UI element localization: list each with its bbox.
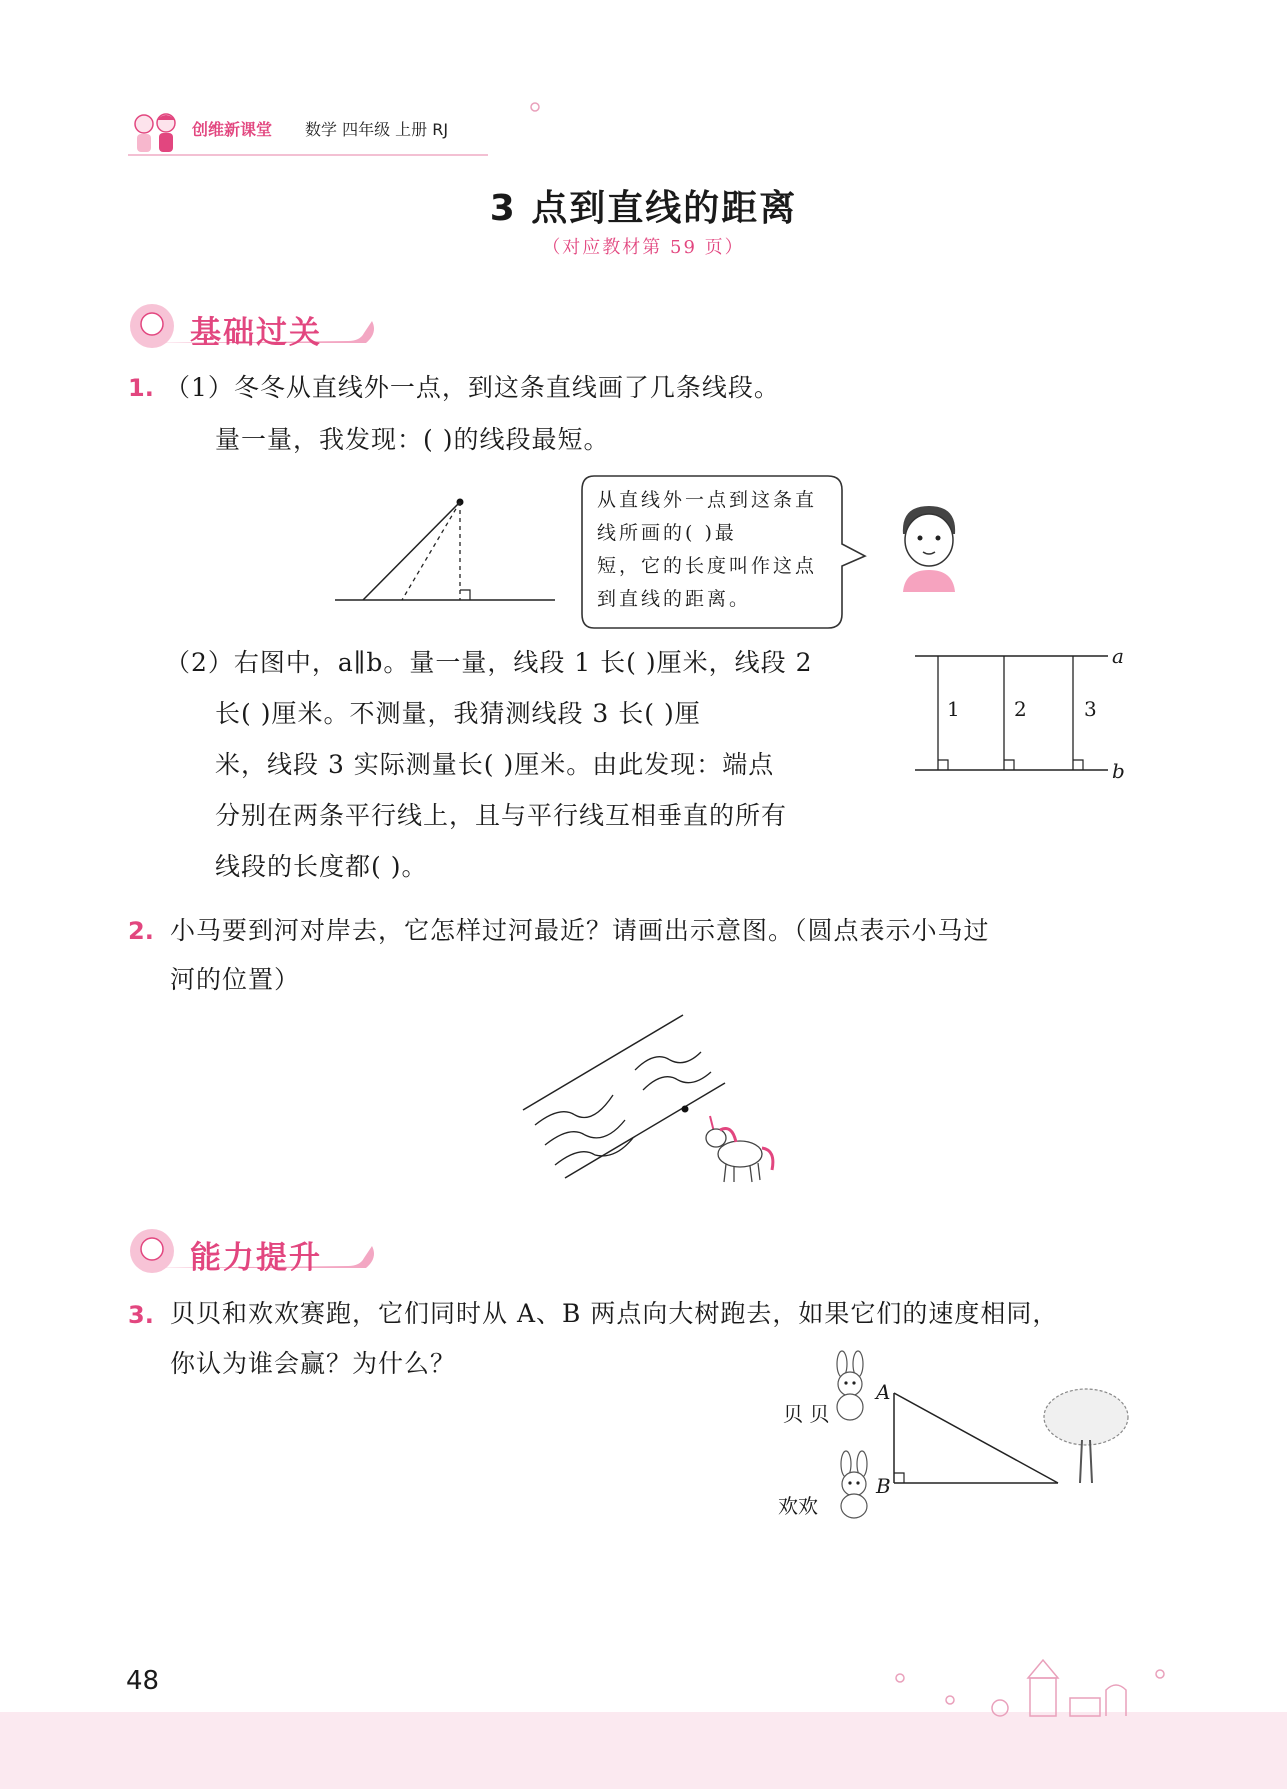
section-banner-advanced bbox=[128, 1228, 378, 1274]
question-number-2: 2. bbox=[128, 917, 154, 945]
q1-part2-line5: 线段的长度都( )。 bbox=[215, 852, 428, 881]
bubble-line: 从直线外一点到这条直 bbox=[597, 489, 818, 511]
label-a: a bbox=[1112, 644, 1124, 668]
section-title-advanced: 能力提升 bbox=[190, 1240, 322, 1276]
q3-line1: 贝贝和欢欢赛跑，它们同时从 A、B 两点向大树跑去，如果它们的速度相同， bbox=[170, 1299, 1059, 1328]
huanhuan-label: 欢欢 bbox=[778, 1494, 818, 1518]
page-number: 48 bbox=[126, 1666, 160, 1696]
section-banner-basic bbox=[128, 303, 378, 349]
q1-part2-line2: 长( )厘米。不测量，我猜测线段 3 长( )厘 bbox=[215, 699, 701, 728]
q1-part2-line1: （2）右图中，a∥b。量一量，线段 1 长( )厘米，线段 2 bbox=[165, 648, 813, 677]
label-seg3: 3 bbox=[1084, 697, 1097, 721]
q1-part1-line2: 量一量，我发现：( )的线段最短。 bbox=[215, 425, 610, 454]
q1-part2-line4: 分别在两条平行线上，且与平行线互相垂直的所有 bbox=[215, 801, 788, 830]
point-b-label: B bbox=[876, 1474, 891, 1498]
castle-decoration-icon bbox=[890, 1650, 1180, 1718]
bubble-line: 到直线的距离。 bbox=[597, 588, 752, 610]
q2-line2: 河的位置） bbox=[170, 965, 301, 994]
point-a-label: A bbox=[876, 1380, 891, 1404]
label-seg1: 1 bbox=[947, 697, 960, 721]
rabbit-huanhuan-icon bbox=[830, 1450, 878, 1520]
q1-segments-figure bbox=[330, 490, 560, 605]
label-b: b bbox=[1112, 759, 1125, 783]
boy-character-icon bbox=[895, 500, 965, 592]
book-info: 数学 四年级 上册 RJ bbox=[305, 120, 449, 139]
lesson-title: 3 点到直线的距离 bbox=[489, 188, 798, 229]
lesson-reference: （对应教材第 59 页） bbox=[542, 237, 745, 258]
question-number-1: 1. bbox=[128, 374, 154, 402]
rabbit-beibei-icon bbox=[825, 1350, 875, 1422]
q2-line1: 小马要到河对岸去，它怎样过河最近？请画出示意图。（圆点表示小马过 bbox=[170, 916, 990, 945]
parallel-lines-figure bbox=[910, 644, 1110, 774]
header-divider bbox=[128, 154, 488, 156]
brand-name: 创维新课堂 bbox=[192, 120, 273, 139]
horse-position-dot bbox=[682, 1106, 689, 1113]
q1-part1-line1: （1）冬冬从直线外一点，到这条直线画了几条线段。 bbox=[165, 373, 780, 402]
beibei-label: 贝 贝 bbox=[783, 1402, 830, 1426]
tree-icon bbox=[1040, 1385, 1132, 1485]
question-number-3: 3. bbox=[128, 1301, 154, 1329]
flower-icon bbox=[527, 100, 543, 114]
section-title-basic: 基础过关 bbox=[190, 315, 322, 351]
q3-line2: 你认为谁会赢？为什么？ bbox=[170, 1349, 457, 1378]
label-seg2: 2 bbox=[1014, 697, 1027, 721]
header-mascots-icon bbox=[128, 112, 188, 156]
bubble-line: 线所画的( )最 bbox=[597, 522, 737, 544]
footer-band bbox=[0, 1712, 1287, 1789]
unicorn-icon bbox=[690, 1108, 780, 1188]
bubble-text bbox=[597, 484, 857, 616]
q1-part2-line3: 米，线段 3 实际测量长( )厘米。由此发现：端点 bbox=[215, 750, 775, 779]
bubble-line: 短，它的长度叫作这点 bbox=[597, 555, 818, 577]
